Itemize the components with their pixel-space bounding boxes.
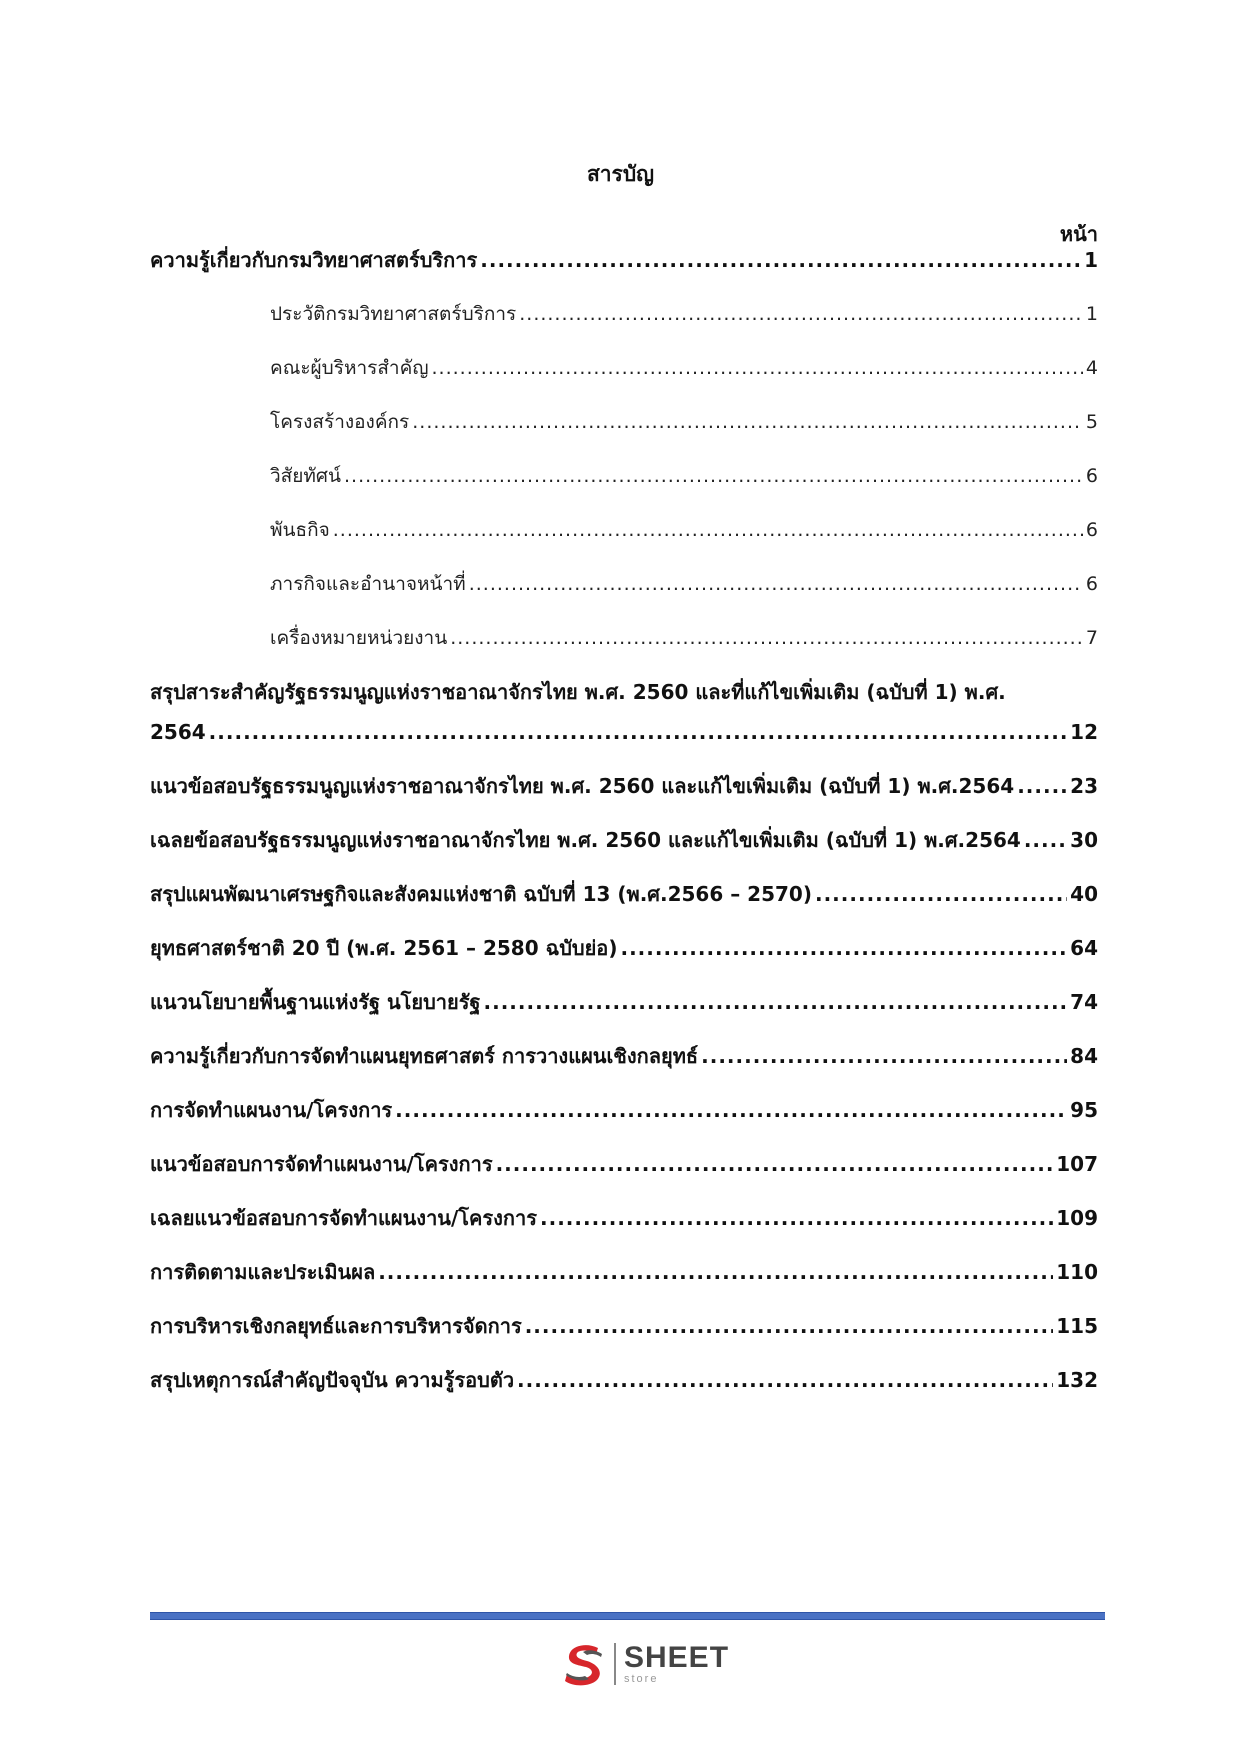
toc-entry-page: 109 (1056, 1206, 1098, 1230)
toc-entry-page: 1 (1084, 248, 1098, 272)
toc-entry-page: 6 (1085, 465, 1098, 487)
leader-dots (344, 462, 1083, 490)
leader-dots (1024, 826, 1067, 854)
toc-entry-page: 64 (1070, 936, 1098, 960)
leader-dots (209, 718, 1067, 746)
sheet-store-logo (560, 1636, 740, 1692)
leader-dots (701, 1042, 1067, 1070)
toc-entry-label: ประวัติกรมวิทยาศาสตร์บริการ (270, 303, 517, 325)
leader-dots (519, 300, 1083, 328)
toc-entry-label: ยุทธศาสตร์ชาติ 20 ปี (พ.ศ. 2561 – 2580 ฉบับย่อ) (150, 936, 618, 960)
toc-entry-page: 6 (1085, 573, 1098, 595)
toc-entry-page: 115 (1056, 1314, 1098, 1338)
toc-subentry[interactable] (270, 516, 1098, 544)
toc-entry[interactable] (150, 1204, 1098, 1232)
toc-subentry[interactable] (270, 462, 1098, 490)
toc-entry[interactable] (150, 772, 1098, 800)
toc-entry[interactable] (150, 1366, 1098, 1394)
toc-entry[interactable] (150, 1150, 1098, 1178)
toc-entry[interactable] (150, 1042, 1098, 1070)
toc-entry-page: 7 (1085, 627, 1098, 649)
toc-entry-label-line2: 2564 (150, 720, 206, 744)
footer-rule (150, 1612, 1105, 1620)
toc-entry[interactable] (150, 718, 1098, 746)
toc-entry-label: แนวนโยบายพื้นฐานแห่งรัฐ นโยบายรัฐ (150, 990, 481, 1014)
leader-dots (450, 624, 1083, 652)
toc-entry-label: เฉลยข้อสอบรัฐธรรมนูญแห่งราชอาณาจักรไทย พ.ศ. 2560 และแก้ไขเพิ่มเติม (ฉบับที่ 1) พ.ศ.2564 (150, 828, 1021, 852)
leader-dots (378, 1258, 1053, 1286)
toc-entry-label: สรุปแผนพัฒนาเศรษฐกิจและสังคมแห่งชาติ ฉบับที่ 13 (พ.ศ.2566 – 2570) (150, 882, 812, 906)
toc-subentry[interactable] (270, 300, 1098, 328)
toc-entry-page: 23 (1070, 774, 1098, 798)
logo-divider (614, 1643, 616, 1685)
toc-entry[interactable] (150, 1096, 1098, 1124)
leader-dots (620, 934, 1067, 962)
toc-entry-page: 12 (1070, 720, 1098, 744)
toc-subentry[interactable] (270, 354, 1098, 382)
toc-entry-page: 110 (1056, 1260, 1098, 1284)
leader-dots (1017, 772, 1067, 800)
logo-sub: store (624, 1673, 659, 1685)
toc-entry-label: ภารกิจและอำนาจหน้าที่ (270, 573, 466, 595)
toc-entry-label: แนวข้อสอบรัฐธรรมนูญแห่งราชอาณาจักรไทย พ.ศ. 2560 และแก้ไขเพิ่มเติม (ฉบับที่ 1) พ.ศ.2564 (150, 774, 1015, 798)
toc-entry-label: แนวข้อสอบการจัดทำแผนงาน/โครงการ (150, 1152, 493, 1176)
leader-dots (412, 408, 1083, 436)
page-column-header: หน้า (1059, 222, 1098, 246)
toc-entry-label: เครื่องหมายหน่วยงาน (270, 627, 448, 649)
toc-entry-page: 40 (1070, 882, 1098, 906)
page-title: สารบัญ (586, 162, 655, 186)
toc-entry-label: การติดตามและประเมินผล (150, 1260, 376, 1284)
toc-subentry[interactable] (270, 408, 1098, 436)
toc-entry-label: ความรู้เกี่ยวกับกรมวิทยาศาสตร์บริการ (150, 248, 478, 272)
toc-entry-page: 84 (1070, 1044, 1098, 1068)
toc-entry-page: 1 (1085, 303, 1098, 325)
toc-entry-page: 30 (1070, 828, 1098, 852)
toc-entry-label-line1[interactable]: สรุปสาระสำคัญรัฐธรรมนูญแห่งราชอาณาจักรไทย พ.ศ. 2560 และที่แก้ไขเพิ่มเติม (ฉบับที่ 1) พ.ศ. (150, 680, 1006, 704)
toc-entry[interactable] (150, 880, 1098, 908)
toc-entry-page: 6 (1085, 519, 1098, 541)
sheet-s-logo-icon (560, 1640, 608, 1688)
toc-subentry[interactable] (270, 570, 1098, 598)
toc-entry-page: 4 (1085, 357, 1098, 379)
toc-entry-label: โครงสร้างองค์กร (270, 411, 410, 433)
toc-entry-label: วิสัยทัศน์ (270, 465, 341, 487)
toc-entry-label: การบริหารเชิงกลยุทธ์และการบริหารจัดการ (150, 1314, 522, 1338)
toc-entry[interactable] (150, 246, 1098, 274)
leader-dots (517, 1366, 1053, 1394)
leader-dots (480, 246, 1081, 274)
toc-subentry[interactable] (270, 624, 1098, 652)
toc-entry-page: 5 (1085, 411, 1098, 433)
leader-dots (484, 988, 1068, 1016)
toc-entry-page: 95 (1070, 1098, 1098, 1122)
toc-entry[interactable] (150, 826, 1098, 854)
toc-entry-label: พันธกิจ (270, 519, 330, 541)
leader-dots (395, 1096, 1067, 1124)
toc-entry[interactable] (150, 988, 1098, 1016)
leader-dots (525, 1312, 1054, 1340)
toc-entry[interactable] (150, 1312, 1098, 1340)
logo-wordmark (624, 1643, 729, 1685)
leader-dots (333, 516, 1083, 544)
leader-dots (496, 1150, 1054, 1178)
toc-entry-label: การจัดทำแผนงาน/โครงการ (150, 1098, 393, 1122)
leader-dots (540, 1204, 1053, 1232)
toc-entry-page: 132 (1056, 1368, 1098, 1392)
toc-entry[interactable] (150, 934, 1098, 962)
leader-dots (432, 354, 1083, 382)
toc-entry-label: ความรู้เกี่ยวกับการจัดทำแผนยุทธศาสตร์ การวางแผนเชิงกลยุทธ์ (150, 1044, 699, 1068)
toc-entry-label: สรุปเหตุการณ์สำคัญปัจจุบัน ความรู้รอบตัว (150, 1368, 515, 1392)
toc-entry-label: คณะผู้บริหารสำคัญ (270, 357, 429, 379)
leader-dots (815, 880, 1067, 908)
toc-entry-label: เฉลยแนวข้อสอบการจัดทำแผนงาน/โครงการ (150, 1206, 537, 1230)
logo-brand: SHEET (624, 1641, 730, 1674)
toc-entry-page: 74 (1070, 990, 1098, 1014)
toc-entry[interactable] (150, 1258, 1098, 1286)
leader-dots (469, 570, 1083, 598)
toc-entry-page: 107 (1056, 1152, 1098, 1176)
